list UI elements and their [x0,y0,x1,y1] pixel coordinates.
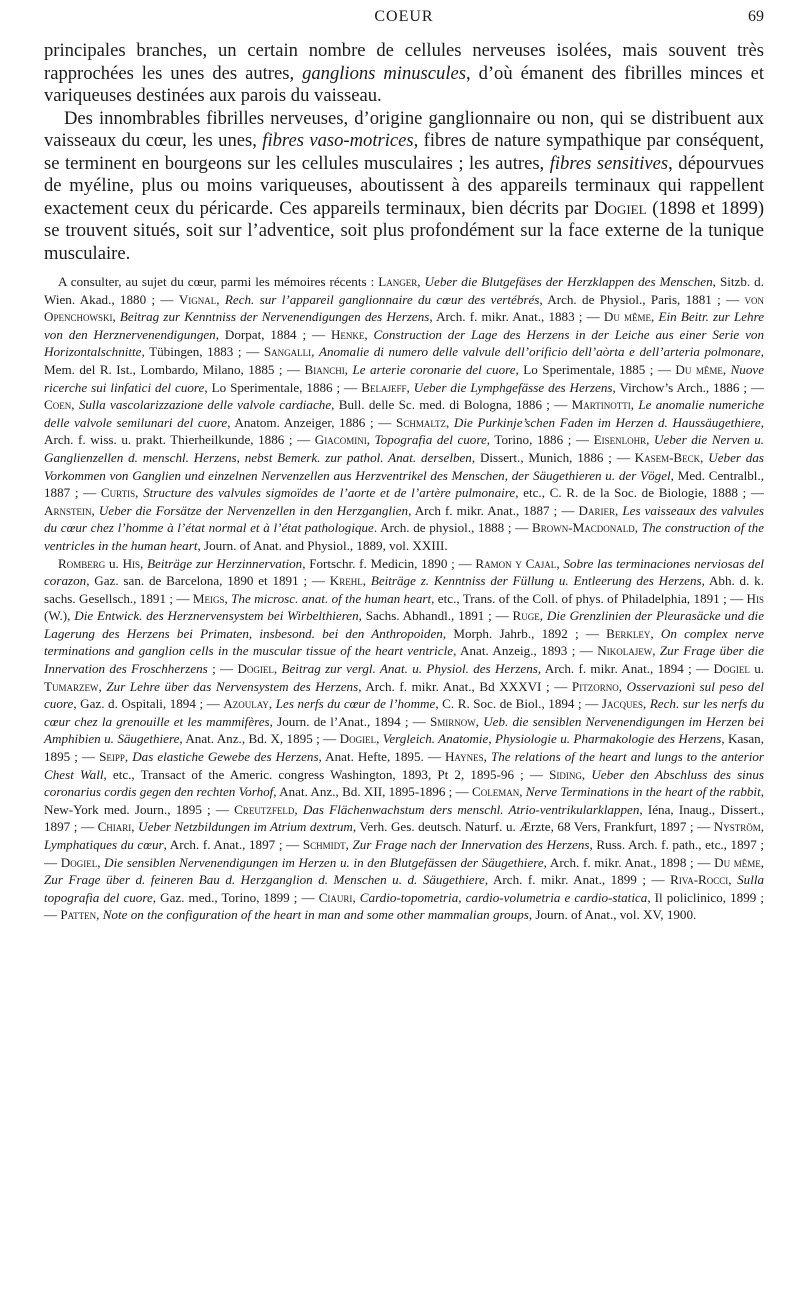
italic-title: Sulla vascolarizzazione delle valvole cardiache [78,397,332,413]
text-run: , [352,889,360,905]
author-name: Coen [44,397,72,413]
text-run: , Dissert., Munich, 1886 ; — [471,449,635,465]
text-run: , Tübingen, 1883 ; — [141,344,264,360]
italic-title: Vergleich. Anatomie, Physiologie u. Pharmakologie des Herzens [382,731,722,747]
text-run: , d’où émanent des fibrilles minces et variqueuses destinées aux parois du vaisseau. [44,62,764,106]
italic-title: Zur Lehre über das Nervensystem des Herzens [106,678,359,694]
italic-title: Beiträge zur Herzinnervation [147,555,303,571]
text-run: , [124,749,133,765]
italic-title: Ueber Netzbildungen im Atrium dextrum [138,819,353,835]
italic-title: Die Entwick. des Herznervensystem bei Wirbelthieren [74,608,359,624]
italic-title: Ueb. die sensiblen Nervenendigungen im Herzen bei Amphibien u. Säugethiere [44,713,764,747]
italic-title: Zur Frage über d. feineren Bau d. Herzganglion d. Menschen u. d. Säugethiere [44,872,485,888]
bibliography-paragraph-2 [44,555,764,924]
text-run: , Journ. de l’Anat., 1894 ; — [269,713,430,729]
author-name: Dogiel [237,661,274,677]
text-run: , etc., Transact of the Americ. congress Washington, 1893, Pt 2, 1895-96 ; — [103,766,550,782]
text-run: , Il policlinico, 1899 ; — [44,889,765,923]
author-name: Giacomini [314,432,367,448]
italic-title: On complex nerve terminations and ganglion cells in the muscular tissue of the heart ventricle [44,625,765,659]
text-run: , [539,608,547,624]
author-name: Patten [60,907,97,923]
text-run: , [131,819,139,835]
author-name: Martinotti [571,397,631,413]
author-name: Du même [714,854,761,870]
text-run: , [445,414,454,430]
text-run: , [344,361,353,377]
author-name: Haynes [444,749,484,765]
italic-title: The construction of the ventricles in the human heart [44,520,765,553]
italic-title: ganglions minuscules [302,62,466,84]
text-run: , Arch. de Physiol., Paris, 1881 ; — [539,291,745,307]
text-run: , Abh. d. k. sachs. Gesellsch., 1891 ; — [44,573,764,606]
text-run: (W.), [44,608,75,624]
author-name: von Openchowski [44,291,765,325]
text-run: , Bull. delle Sc. med. di Bologna, 1886 ; — [331,397,572,413]
text-run: , Journ. of Anat., vol. XV, 1900. [528,907,697,923]
text-run: , dépourvues de myéline, plus ou moins variqueuses, aboutissent à des appareils terminaux qui rappellent exactement ceux du péricarde. Ces appareils terminaux, bien décrits par [44,152,764,219]
text-run: , [417,274,425,289]
text-run: , [273,661,282,677]
text-run: , Gaz. san. de Barcelona, 1890 et 1891 ; — [86,573,330,589]
text-run: , Arch. f. wiss. u. prakt. Thierheilkunde, 1886 ; — [44,414,765,448]
italic-title: Les vaisseaux des valvules du cœur chez l’homme à l’état normal et à l’état pathologique [44,502,765,536]
author-name: Pitzorno [571,678,619,694]
italic-title: Ueber die Blutgefäses der Herzklappen des Menschen [424,274,713,289]
text-run: , [700,449,709,465]
text-run: , [216,291,225,307]
italic-title: Topografia del cuore [374,432,487,448]
text-run: , [475,713,484,729]
text-run: , [646,432,654,448]
text-run: principales branches, un certain nombre de cellules nerveuses isolées, mais souvent très rapprochées les unes des autres, [44,40,764,84]
page-header [44,0,764,40]
text-run: , [112,309,120,325]
bibliography-paragraph-1 [44,273,764,555]
text-run: , Arch f. mikr. Anat., 1887 ; — [408,502,579,518]
text-run: , [618,678,627,694]
author-name: Curtis [100,485,136,501]
running-head: COEUR [374,8,434,25]
text-run: , [630,397,639,413]
text-run: , [71,397,79,413]
text-run: , Virchow’s Arch., 1886 ; — [612,379,765,395]
text-run: , Mem. del R. Ist., Lombardo, Milano, 1885 ; — [44,344,764,377]
text-run: , Lo Sperimentale, 1885 ; — [515,361,676,377]
text-run: , Anat. Anz., Bd. X, 1895 ; — [179,731,340,747]
author-name: Tumarzew [44,678,99,694]
author-name: Belajeff [361,379,407,395]
text-run: , [728,872,738,888]
text-run: , [135,485,144,501]
text-run: , Torino, 1886 ; — [486,432,594,448]
author-name: Coleman [471,784,520,800]
text-run: , Anat. Hefte, 1895. — [318,749,445,765]
italic-title: Die sensiblen Nervenendigungen im Herzen u. in den Blutgefässen der Säugethiere [104,854,544,870]
text-run: , [760,819,764,835]
italic-title: fibres vaso-motrices [262,130,414,151]
italic-title: Beitrag zur Kenntniss der Nervenendigungen des Herzens [119,309,430,325]
author-name: Chiari [97,819,132,835]
text-run: , Arch. f. mikr. Anat., 1883 ; — [429,309,604,325]
italic-title: Osservazioni sul peso del cuore [44,678,765,712]
author-name: Henke [330,326,365,342]
author-name: Azoulay [223,696,269,712]
author-name: Smirnow [429,713,476,729]
author-name: Du même [603,309,652,325]
author-name: Romberg [58,555,106,571]
text-run: , Gaz. med., Torino, 1899 ; — [152,889,319,905]
text-run: A consulter, au sujet du cœur, parmi les mémoires récents : [58,274,379,289]
author-name: Eisenlohr [593,432,647,448]
italic-title: Zur Frage über die Innervation des Froschherzens [44,643,764,677]
italic-title: Le anomalie numeriche delle valvole semilunari del cuore [44,397,765,430]
author-name: Vignal [178,291,217,307]
italic-title: Structure des valvules sigmoïdes de l’aorte et de l’artère pulmonaire [143,485,516,501]
italic-title: Construction der Lage des Herzens in der Leiche aus einer Serie von Horizontalschnitte [44,326,765,360]
author-name: Dogiel [60,854,98,870]
text-run: , [376,731,383,747]
page-number: 69 [748,8,764,25]
text-run: , Sitzb. d. Wien. Akad., 1880 ; — [44,274,764,307]
text-run: , Gaz. d. Ospitali, 1894 ; — [73,696,224,712]
author-name: Brown-Macdonald [532,520,635,536]
text-run: , Sachs. Abhandl., 1891 ; — [358,608,513,624]
text-run: , [634,520,642,536]
text-run: , [96,907,103,923]
text-run: , Journ. of Anat. and Physiol., 1889, vol. XXIII. [197,537,448,553]
italic-title: Sobre las terminaciones nerviosas del corazon [44,555,765,589]
text-run: , fibres de nature sympathique par conséquent, se terminent en bourgeons sur les cellules musculaires ; les autres, [44,130,764,174]
text-run: , Med. Centralbl., 1887 ; — [44,467,764,501]
author-name: Darier [578,502,615,518]
text-run: , etc., Trans. of the Coll. of phys. of Philadelphia, 1891 ; — [431,590,747,606]
italic-title: Nerve Terminations in the heart of the rabbit [525,784,761,800]
text-run: u. [105,555,123,571]
text-run: , [556,555,564,571]
italic-title: Die Grenzlinien der Pleurasäcke und die Lagerung des Herzens bei Primaten, insbesond. bei den Anthropoiden [44,608,765,641]
text-run: , [614,502,623,518]
italic-title: Cardio-topometria, cardio-volumetria e cardio-statica [359,889,648,905]
author-name: Dogiel [339,731,377,747]
author-name: Nikolajew [597,643,653,659]
author-name: Langer [378,274,418,289]
text-run: , Anatom. Anzeiger, 1886 ; — [227,414,397,430]
italic-title: Les nerfs du cœur de l’homme [275,696,436,712]
text-run: , Iéna, Inaug., Dissert., 1897 ; — [44,801,765,835]
italic-title: Nuove ricerche sui linfatici del cuore [44,361,765,395]
text-run: , [652,643,660,659]
text-run: , Morph. Jahrb., 1892 ; — [442,625,607,641]
text-run: , [651,309,659,325]
text-run: , [140,555,148,571]
italic-title: Zur Frage nach der Innervation des Herzens [352,837,590,852]
text-run: , Dorpat, 1884 ; — [215,326,331,342]
author-name: Siding [549,766,582,782]
italic-title: The microsc. anat. of the human heart [231,590,432,606]
body-paragraph-1 [44,40,764,108]
text-run: , Kasan, 1895 ; — [44,731,764,765]
italic-title: Ueber das Vorkommen von Ganglien und einzelnen Nervenzellen aus Herzventrikel des Menschen, der Säugethieren u. der Vögel [44,449,764,483]
text-run: , Verh. Ges. deutsch. Naturf. u. Ærzte, 68 Vers, Frankfurt, 1897 ; — [352,819,714,835]
text-run: , etc., C. R. de la Soc. de Biologie, 1888 ; — [515,485,764,501]
text-run: , New-York med. Journ., 1895 ; — [44,784,764,817]
text-run: Des innombrables fibrilles nerveuses, d’origine ganglionnaire ou non, qui se distribuent aux vaisseaux du cœur, les unes, [44,107,764,151]
text-run: , Arch. f. Anat., 1897 ; — [163,837,303,852]
text-run: , [650,625,661,641]
italic-title: Die Purkinje’schen Faden im Herzen d. Haussäugethiere [453,414,761,430]
text-run: , [91,502,99,518]
author-name: Dogiel [713,661,750,677]
author-name: Dogiel [594,197,647,219]
italic-title: The relations of the heart and lungs to the anterior Chest Wall [44,749,764,782]
author-name: Ciauri [318,889,353,905]
italic-title: Das elastiche Gewebe des Herzens [132,749,319,765]
text-run: , [362,573,371,589]
text-run: , Anat. Anz., Bd. XII, 1895-1896 ; — [273,784,472,800]
italic-title: Ueber die Lymphgefässe des Herzens [413,379,613,395]
author-name: Nyström [713,819,761,835]
author-name: Creutzfeld [234,801,295,817]
text-run: , [519,784,526,800]
italic-title: Beitrag zur vergl. Anat. u. Physiol. des Herzens [281,661,538,677]
text-run: , Fortschr. f. Medicin, 1890 ; — [302,555,476,571]
author-name: Ruge [512,608,540,624]
author-name: Schmidt [302,837,346,852]
author-name: His [122,555,141,571]
text-run: , [642,696,650,712]
bibliography-notes [44,273,764,924]
text-run: , [224,590,232,606]
page [44,0,764,924]
author-name: Berkley [606,625,651,641]
text-run: (1898 et 1899) se trouvent situés, soit sur l’adventice, soit plus profondément sur la face externe de la tunique musculaire. [44,197,765,264]
text-run: , Arch. f. mikr. Anat., 1899 ; — [484,872,671,888]
italic-title: Le arterie coronarie del cuore [352,361,516,377]
text-run: , [294,801,303,817]
text-run: , Russ. Arch. f. path., etc., 1897 ; — [44,837,765,870]
italic-title: Note on the configuration of the heart in man and some other mammalian groups [102,907,529,923]
text-run: , [364,326,374,342]
author-name: Bianchi [304,361,345,377]
italic-title: Das Flächenwachstum ders menschl. Atrio-ventrikularklappen [302,801,640,817]
italic-title: Ueber den Abschluss des sinus coronarius cordis gegen den rechten Vorhof [44,766,764,800]
author-name: Seipp [99,749,125,765]
text-run: , [345,837,353,852]
text-run: , Anat. Anzeig., 1893 ; — [453,643,598,659]
author-name: Riva-Rocci [670,872,729,888]
italic-title: Rech. sur les nerfs du cœur chez la grenouille et les mammifères [44,696,765,729]
italic-title: Ein Beitr. zur Lehre von den Herznervenendigungen [44,309,765,342]
author-name: His [746,590,765,606]
text-run: , [311,344,319,360]
text-run: , Arch. f. mikr. Anat., Bd XXXVI ; — [358,678,572,694]
author-name: Schmaltz [396,414,446,430]
text-run: , [366,432,375,448]
italic-title: Ueber die Forsätze der Nervenzellen in den Herzganglien [98,502,409,518]
text-run: , [722,361,731,377]
text-run: , Arch. f. mikr. Anat., 1898 ; — [543,854,715,870]
author-name: Kasem-Beck [634,449,701,465]
text-run: , [98,678,107,694]
body-paragraph-2 [44,108,764,266]
text-run: , C. R. Soc. de Biol., 1894 ; — [435,696,602,712]
text-run: ; — [207,661,238,677]
text-run: , [268,696,276,712]
text-run: , [406,379,414,395]
italic-title: Anomalie di numero delle valvule dell’orificio dell’aòrta e dell’arteria polmonare [318,344,761,360]
italic-title: Beiträge z. Kenntniss der Füllung u. Entleerung des Herzens [370,573,702,589]
text-run: , Arch. f. mikr. Anat., 1894 ; — [537,661,714,677]
author-name: Sangalli [263,344,312,360]
author-name: Du même [675,361,723,377]
italic-title: Lymphatiques du cœur [44,837,164,852]
italic-title: Sulla topografia del cuore [44,872,765,905]
italic-title: Ueber die Nerven u. Ganglienzellen d. menschl. Herzens, nebst Bemerk. zur pathol. Anat. derselben [44,432,765,465]
author-name: Arnstein [44,502,92,518]
author-name: Jacques [601,696,643,712]
text-run: , [483,749,491,765]
author-name: Krehl [329,573,363,589]
text-run: u. [749,661,765,677]
italic-title: Rech. sur l’appareil ganglionnaire du cœur des vertébrés [224,291,540,307]
author-name: Ramon y Cajal [475,555,557,571]
text-run: . Arch. de physiol., 1888 ; — [373,520,532,536]
text-run: , [97,854,105,870]
text-run: , [581,766,592,782]
text-run: , Lo Sperimentale, 1886 ; — [204,379,362,395]
italic-title: fibres sensitives [549,152,669,174]
text-run: , [760,854,765,870]
author-name: Meigs [192,590,225,606]
